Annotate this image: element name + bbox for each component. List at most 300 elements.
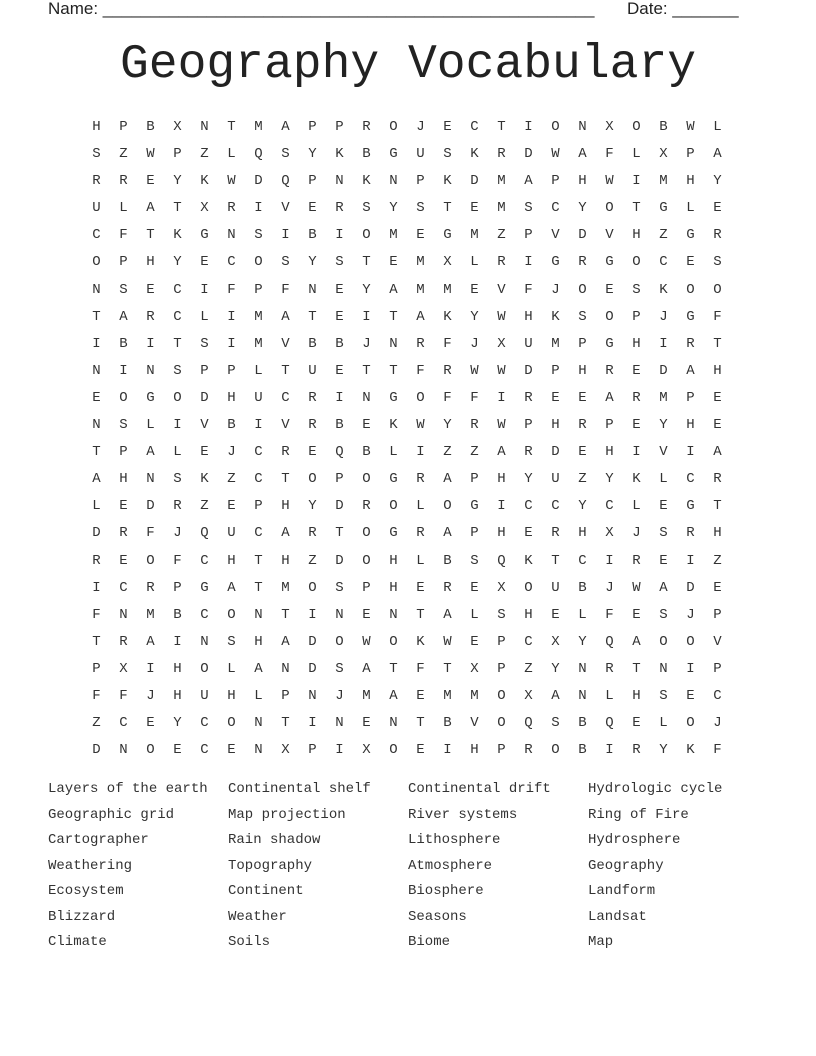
grid-letter: O: [362, 525, 371, 542]
grid-letter: S: [713, 254, 722, 271]
grid-letter: U: [416, 146, 425, 163]
grid-letter: O: [308, 579, 317, 596]
grid-letter: R: [308, 525, 317, 542]
grid-letter: D: [308, 660, 317, 677]
grid-letter: V: [551, 227, 560, 244]
grid-letter: N: [200, 633, 209, 650]
grid-letter: F: [605, 146, 614, 163]
grid-letter: G: [389, 389, 398, 406]
grid-letter: Y: [173, 254, 182, 271]
grid-letter: I: [254, 200, 263, 217]
grid-letter: G: [470, 498, 479, 515]
grid-letter: A: [443, 606, 452, 623]
grid-letter: V: [659, 444, 668, 461]
grid-letter: O: [497, 687, 506, 704]
grid-letter: E: [443, 119, 452, 135]
grid-letter: P: [416, 173, 425, 190]
grid-letter: P: [119, 444, 128, 461]
grid-letter: P: [254, 281, 263, 298]
grid-letter: W: [227, 173, 236, 190]
grid-letter: H: [632, 227, 641, 244]
grid-letter: B: [362, 146, 371, 163]
grid-letter: K: [200, 471, 209, 488]
grid-letter: T: [227, 119, 236, 135]
grid-letter: E: [146, 281, 155, 298]
grid-letter: S: [254, 227, 263, 244]
grid-letter: M: [659, 173, 668, 190]
grid-letter: S: [416, 200, 425, 217]
grid-letter: T: [632, 200, 641, 217]
grid-letter: H: [713, 362, 722, 379]
grid-letter: P: [497, 660, 506, 677]
grid-letter: C: [92, 227, 101, 244]
grid-letter: N: [578, 660, 587, 677]
grid-letter: R: [605, 362, 614, 379]
grid-letter: S: [119, 417, 128, 434]
grid-letter: B: [578, 742, 587, 759]
grid-letter: P: [524, 227, 533, 244]
grid-letter: H: [713, 525, 722, 542]
grid-letter: E: [335, 281, 344, 298]
grid-letter: L: [227, 146, 236, 163]
grid-letter: M: [497, 173, 506, 190]
grid-letter: A: [497, 444, 506, 461]
grid-letter: O: [686, 715, 695, 732]
grid-letter: Z: [578, 471, 587, 488]
grid-letter: R: [632, 552, 641, 569]
grid-letter: N: [92, 362, 101, 379]
grid-letter: O: [713, 281, 722, 298]
grid-letter: E: [119, 552, 128, 569]
grid-letter: A: [524, 173, 533, 190]
grid-letter: Z: [200, 146, 209, 163]
grid-letter: N: [308, 281, 317, 298]
grid-letter: H: [173, 660, 182, 677]
grid-letter: R: [497, 254, 506, 271]
word-bank-item: Cartographer: [48, 832, 149, 848]
grid-letter: P: [335, 471, 344, 488]
grid-letter: K: [335, 146, 344, 163]
grid-letter: I: [254, 417, 263, 434]
grid-letter: N: [362, 389, 371, 406]
grid-letter: Y: [308, 254, 317, 271]
grid-letter: E: [578, 444, 587, 461]
grid-letter: T: [362, 254, 371, 271]
grid-letter: H: [578, 173, 587, 190]
grid-letter: S: [578, 308, 587, 325]
grid-letter: Y: [578, 498, 587, 515]
grid-letter: Z: [92, 715, 101, 732]
grid-letter: R: [335, 200, 344, 217]
grid-letter: R: [497, 146, 506, 163]
grid-letter: O: [551, 119, 560, 135]
grid-letter: G: [686, 498, 695, 515]
grid-letter: O: [389, 498, 398, 515]
grid-letter: F: [416, 362, 425, 379]
grid-letter: R: [308, 417, 317, 434]
grid-letter: H: [524, 308, 533, 325]
grid-letter: D: [308, 633, 317, 650]
grid-letter: I: [308, 715, 317, 732]
grid-letter: X: [362, 742, 371, 759]
grid-letter: N: [119, 742, 128, 759]
grid-letter: E: [389, 254, 398, 271]
grid-letter: E: [632, 715, 641, 732]
name-field-line: Name: ____________________________________________________: [48, 0, 595, 18]
grid-letter: N: [389, 715, 398, 732]
word-search-grid: [83, 114, 731, 764]
grid-letter: O: [173, 389, 182, 406]
grid-letter: C: [119, 715, 128, 732]
word-bank-item: Map projection: [228, 806, 346, 823]
grid-letter: K: [551, 308, 560, 325]
grid-letter: B: [308, 335, 317, 352]
grid-letter: E: [713, 200, 722, 217]
grid-letter: S: [497, 606, 506, 623]
grid-letter: I: [443, 742, 452, 759]
grid-letter: J: [335, 687, 344, 704]
grid-letter: N: [659, 660, 668, 677]
word-bank-item: Landform: [588, 883, 656, 899]
grid-letter: E: [551, 606, 560, 623]
grid-letter: K: [686, 742, 695, 759]
grid-letter: W: [551, 146, 560, 163]
grid-letter: P: [173, 146, 182, 163]
grid-letter: R: [281, 444, 290, 461]
grid-letter: R: [308, 389, 317, 406]
grid-letter: Y: [659, 742, 668, 759]
grid-letter: T: [416, 606, 425, 623]
grid-letter: I: [362, 308, 371, 325]
grid-letter: K: [659, 281, 668, 298]
grid-letter: M: [254, 335, 263, 352]
grid-letter: Y: [308, 146, 317, 163]
grid-letter: B: [335, 335, 344, 352]
grid-letter: W: [686, 119, 695, 135]
grid-letter: C: [200, 552, 209, 569]
grid-letter: G: [200, 227, 209, 244]
grid-letter: N: [389, 173, 398, 190]
grid-letter: D: [92, 525, 101, 542]
grid-letter: G: [443, 227, 452, 244]
grid-letter: T: [497, 119, 506, 135]
grid-letter: L: [470, 606, 479, 623]
grid-letter: O: [200, 660, 209, 677]
grid-letter: R: [362, 119, 371, 135]
grid-letter: E: [632, 417, 641, 434]
grid-letter: R: [470, 417, 479, 434]
grid-letter: I: [605, 742, 614, 759]
grid-letter: C: [227, 254, 236, 271]
grid-letter: I: [632, 444, 641, 461]
grid-letter: U: [551, 471, 560, 488]
grid-letter: L: [713, 119, 722, 135]
grid-letter: A: [146, 444, 155, 461]
grid-letter: E: [632, 606, 641, 623]
grid-letter: C: [470, 119, 479, 135]
grid-letter: J: [686, 606, 695, 623]
word-bank-item: Atmosphere: [408, 857, 493, 874]
grid-letter: A: [281, 633, 290, 650]
grid-letter: E: [335, 362, 344, 379]
grid-letter: R: [416, 335, 425, 352]
grid-letter: I: [146, 335, 155, 352]
grid-letter: M: [416, 281, 425, 298]
word-bank-item: Soils: [228, 934, 271, 950]
grid-letter: G: [146, 389, 155, 406]
word-bank-item: Weather: [228, 908, 287, 925]
grid-letter: V: [281, 417, 290, 434]
grid-letter: R: [227, 200, 236, 217]
grid-letter: T: [551, 552, 560, 569]
grid-letter: E: [173, 742, 182, 759]
grid-letter: P: [119, 254, 128, 271]
grid-letter: N: [281, 660, 290, 677]
grid-letter: S: [119, 281, 128, 298]
grid-letter: R: [632, 742, 641, 759]
grid-letter: A: [443, 471, 452, 488]
grid-letter: O: [686, 281, 695, 298]
grid-letter: Y: [713, 173, 722, 190]
grid-letter: O: [227, 715, 236, 732]
grid-letter: F: [173, 552, 182, 569]
grid-letter: C: [578, 552, 587, 569]
grid-letter: X: [497, 335, 506, 352]
grid-letter: E: [605, 281, 614, 298]
grid-letter: R: [416, 525, 425, 542]
grid-letter: F: [119, 687, 128, 704]
grid-letter: A: [146, 633, 155, 650]
grid-letter: Z: [308, 552, 317, 569]
grid-letter: Z: [659, 227, 668, 244]
grid-letter: K: [524, 552, 533, 569]
grid-letter: R: [443, 362, 452, 379]
grid-letter: M: [146, 606, 155, 623]
grid-letter: S: [524, 200, 533, 217]
grid-letter: E: [470, 281, 479, 298]
grid-letter: A: [119, 308, 128, 325]
grid-letter: W: [605, 173, 614, 190]
grid-letter: M: [659, 389, 668, 406]
grid-letter: S: [335, 579, 344, 596]
grid-letter: T: [389, 362, 398, 379]
grid-letter: O: [659, 633, 668, 650]
grid-letter: K: [173, 227, 182, 244]
grid-letter: X: [173, 119, 182, 135]
word-bank-item: Hydrosphere: [588, 832, 681, 848]
grid-letter: H: [578, 525, 587, 542]
grid-letter: J: [632, 525, 641, 542]
grid-letter: I: [281, 227, 290, 244]
grid-letter: I: [227, 308, 236, 325]
grid-letter: C: [524, 633, 533, 650]
grid-letter: E: [227, 498, 236, 515]
grid-letter: P: [713, 660, 722, 677]
grid-letter: K: [443, 173, 452, 190]
grid-letter: C: [551, 498, 560, 515]
grid-letter: X: [200, 200, 209, 217]
grid-letter: N: [146, 471, 155, 488]
grid-letter: I: [92, 579, 101, 596]
grid-letter: N: [254, 742, 263, 759]
grid-letter: N: [200, 119, 209, 135]
grid-letter: L: [416, 498, 425, 515]
grid-letter: E: [416, 742, 425, 759]
grid-letter: N: [92, 281, 101, 298]
grid-letter: S: [281, 146, 290, 163]
grid-letter: N: [578, 119, 587, 135]
grid-letter: E: [470, 633, 479, 650]
grid-letter: E: [362, 606, 371, 623]
grid-letter: X: [281, 742, 290, 759]
grid-letter: R: [416, 471, 425, 488]
grid-letter: D: [470, 173, 479, 190]
grid-letter: H: [551, 417, 560, 434]
grid-letter: H: [632, 335, 641, 352]
grid-letter: A: [146, 200, 155, 217]
grid-letter: W: [362, 633, 371, 650]
grid-letter: L: [632, 146, 641, 163]
grid-letter: P: [551, 173, 560, 190]
grid-letter: E: [659, 552, 668, 569]
grid-letter: F: [416, 660, 425, 677]
grid-letter: H: [227, 687, 236, 704]
grid-letter: O: [416, 389, 425, 406]
grid-letter: R: [713, 471, 722, 488]
word-bank: [48, 779, 768, 958]
grid-letter: S: [470, 552, 479, 569]
grid-letter: M: [254, 308, 263, 325]
grid-letter: S: [92, 146, 101, 163]
grid-letter: R: [578, 417, 587, 434]
grid-letter: R: [92, 173, 101, 190]
grid-letter: J: [362, 335, 371, 352]
grid-letter: R: [605, 660, 614, 677]
grid-letter: R: [632, 389, 641, 406]
grid-letter: I: [686, 444, 695, 461]
grid-letter: Q: [497, 552, 506, 569]
grid-letter: E: [119, 498, 128, 515]
grid-letter: C: [173, 308, 182, 325]
grid-letter: Z: [713, 552, 722, 569]
grid-letter: D: [92, 742, 101, 759]
grid-letter: G: [200, 579, 209, 596]
grid-letter: R: [173, 498, 182, 515]
grid-letter: U: [551, 579, 560, 596]
grid-letter: E: [659, 498, 668, 515]
grid-letter: S: [173, 362, 182, 379]
grid-letter: E: [713, 579, 722, 596]
grid-letter: N: [389, 606, 398, 623]
grid-letter: Q: [524, 715, 533, 732]
grid-letter: O: [362, 552, 371, 569]
grid-letter: X: [659, 146, 668, 163]
grid-letter: R: [362, 498, 371, 515]
grid-letter: W: [497, 362, 506, 379]
grid-letter: R: [119, 173, 128, 190]
grid-letter: P: [605, 417, 614, 434]
grid-letter: H: [497, 525, 506, 542]
grid-letter: N: [227, 227, 236, 244]
grid-letter: A: [443, 525, 452, 542]
grid-letter: T: [281, 362, 290, 379]
grid-letter: F: [92, 606, 101, 623]
grid-letter: I: [335, 742, 344, 759]
grid-letter: T: [92, 308, 101, 325]
grid-letter: L: [659, 471, 668, 488]
grid-letter: U: [92, 200, 101, 217]
grid-letter: E: [470, 579, 479, 596]
grid-letter: N: [389, 335, 398, 352]
grid-letter: Z: [227, 471, 236, 488]
grid-letter: L: [200, 308, 209, 325]
grid-letter: H: [470, 742, 479, 759]
grid-letter: G: [686, 308, 695, 325]
grid-letter: Q: [281, 173, 290, 190]
grid-letter: Z: [497, 227, 506, 244]
grid-letter: Q: [254, 146, 263, 163]
grid-letter: P: [254, 498, 263, 515]
grid-letter: S: [227, 633, 236, 650]
grid-letter: G: [551, 254, 560, 271]
grid-letter: P: [227, 362, 236, 379]
grid-letter: E: [227, 742, 236, 759]
grid-letter: H: [281, 498, 290, 515]
grid-letter: N: [308, 687, 317, 704]
grid-letter: L: [578, 606, 587, 623]
grid-letter: D: [146, 498, 155, 515]
grid-letter: E: [92, 389, 101, 406]
grid-letter: E: [578, 389, 587, 406]
grid-letter: R: [524, 742, 533, 759]
grid-letter: Q: [605, 633, 614, 650]
grid-letter: P: [578, 335, 587, 352]
grid-letter: U: [254, 389, 263, 406]
grid-letter: D: [578, 227, 587, 244]
grid-letter: F: [713, 742, 722, 759]
grid-letter: A: [605, 389, 614, 406]
grid-letter: D: [335, 552, 344, 569]
grid-letter: R: [524, 389, 533, 406]
grid-letter: C: [686, 471, 695, 488]
grid-letter: O: [605, 200, 614, 217]
grid-letter: P: [308, 173, 317, 190]
word-bank-item: Geographic grid: [48, 806, 175, 823]
grid-letter: U: [200, 687, 209, 704]
grid-letter: J: [659, 308, 668, 325]
grid-letter: F: [443, 389, 452, 406]
grid-letter: I: [335, 389, 344, 406]
grid-letter: F: [443, 335, 452, 352]
grid-letter: I: [497, 498, 506, 515]
grid-letter: I: [416, 444, 425, 461]
grid-letter: D: [200, 389, 209, 406]
grid-letter: L: [254, 362, 263, 379]
grid-letter: Y: [443, 417, 452, 434]
grid-letter: Y: [605, 471, 614, 488]
grid-letter: W: [497, 308, 506, 325]
grid-letter: T: [281, 606, 290, 623]
grid-letter: K: [200, 173, 209, 190]
grid-letter: M: [362, 687, 371, 704]
grid-letter: E: [362, 715, 371, 732]
grid-letter: B: [173, 606, 182, 623]
grid-letter: M: [389, 227, 398, 244]
grid-letter: T: [335, 525, 344, 542]
grid-letter: U: [524, 335, 533, 352]
grid-letter: A: [92, 471, 101, 488]
grid-letter: O: [686, 633, 695, 650]
